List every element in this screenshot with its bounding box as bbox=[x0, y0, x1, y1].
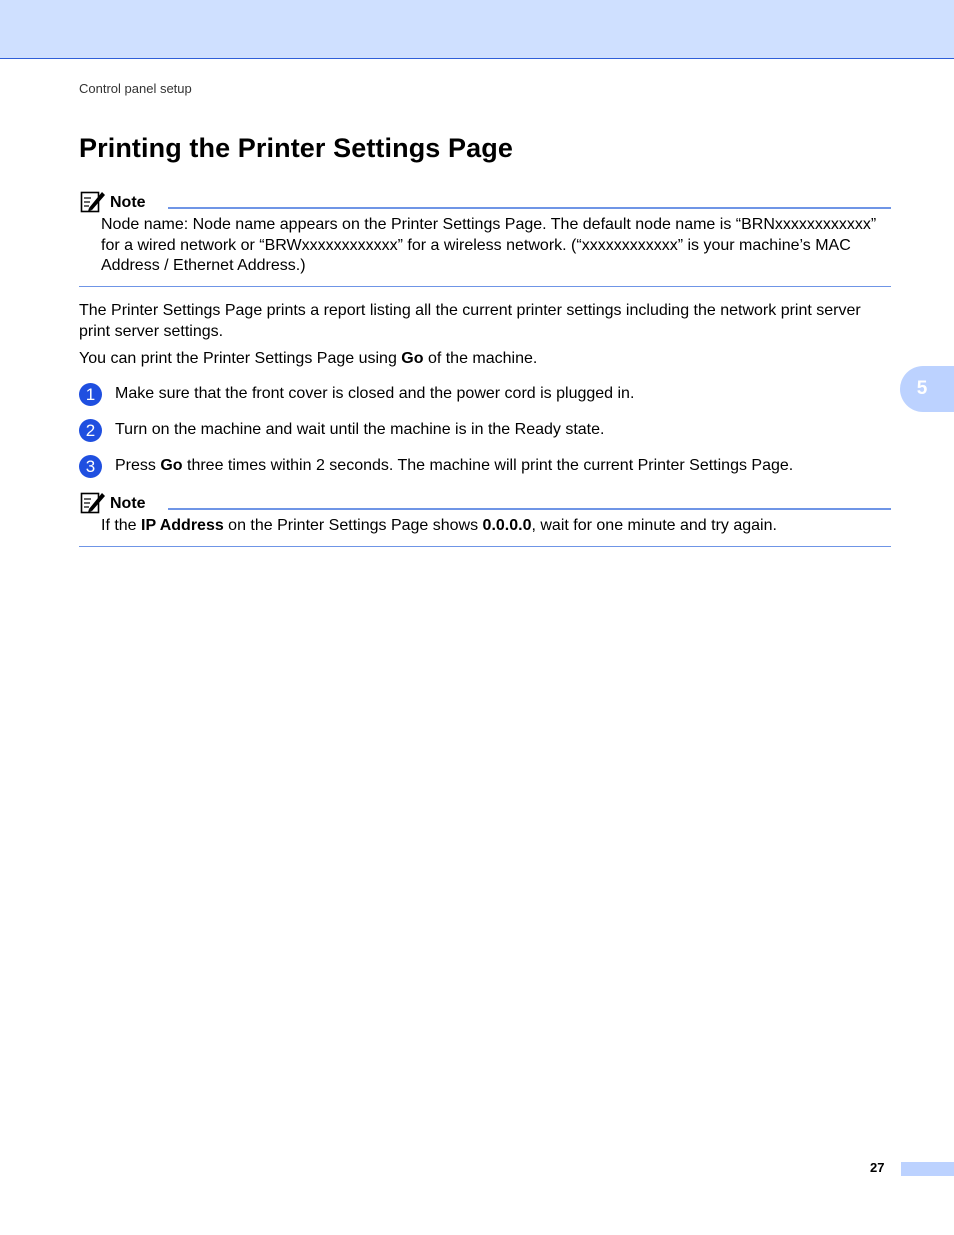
usage-go-keyword: Go bbox=[401, 350, 424, 367]
note-bottom-rule bbox=[79, 546, 891, 547]
usage-paragraph bbox=[79, 349, 879, 370]
step-item-3 bbox=[79, 455, 879, 479]
step-text: Turn on the machine and wait until the machine is in the Ready state. bbox=[115, 421, 605, 438]
step-item-1 bbox=[79, 383, 879, 407]
note-box-ip-address bbox=[79, 490, 891, 547]
page-title: Printing the Printer Settings Page bbox=[79, 133, 513, 163]
note-box-node-name bbox=[79, 189, 891, 287]
header-band bbox=[0, 0, 954, 59]
note-body: If the IP Address on the Printer Settings Page shows 0.0.0.0, wait for one minute and try again. bbox=[101, 517, 777, 534]
breadcrumb: Control panel setup bbox=[79, 81, 192, 96]
page-number: 27 bbox=[870, 1160, 885, 1175]
step-number-badge: 3 bbox=[79, 455, 102, 478]
page-number-bar bbox=[901, 1162, 954, 1176]
note-pencil-icon bbox=[80, 490, 106, 514]
ip-address-term: IP Address bbox=[141, 517, 224, 534]
note-pencil-icon bbox=[80, 189, 106, 213]
note-body: Node name: Node name appears on the Printer Settings Page. The default node name is “BRNxxxxxxxxxxxx” for a wired network or “BRWxxxxxxxxxxxx” for a wireless network. (“xxxxxxxxxxxx” is your machine’s MAC Address / Ethernet Address.) bbox=[101, 216, 877, 274]
note-header bbox=[79, 189, 891, 215]
ip-value: 0.0.0.0 bbox=[482, 517, 532, 534]
usage-text: You can print the Printer Settings Page using bbox=[79, 350, 402, 367]
step-go-keyword: Go bbox=[160, 457, 183, 474]
step-number-badge: 2 bbox=[79, 419, 102, 442]
note-top-rule bbox=[168, 207, 891, 209]
chapter-number: 5 bbox=[916, 378, 928, 399]
note-label: Note bbox=[110, 194, 146, 211]
step-text: Make sure that the front cover is closed and the power cord is plugged in. bbox=[115, 385, 635, 402]
intro-paragraph: The Printer Settings Page prints a report listing all the current printer settings including the network print server print server settings. bbox=[79, 302, 861, 340]
note-label: Note bbox=[110, 495, 146, 512]
chapter-tab bbox=[900, 366, 954, 412]
step-item-2 bbox=[79, 419, 879, 443]
note-bottom-rule bbox=[79, 286, 891, 287]
step-number-badge: 1 bbox=[79, 383, 102, 406]
step-text: Press Go three times within 2 seconds. The machine will print the current Printer Settings Page. bbox=[115, 457, 794, 474]
note-header bbox=[79, 490, 891, 516]
usage-text-end: of the machine. bbox=[423, 350, 538, 367]
note-top-rule bbox=[168, 508, 891, 510]
